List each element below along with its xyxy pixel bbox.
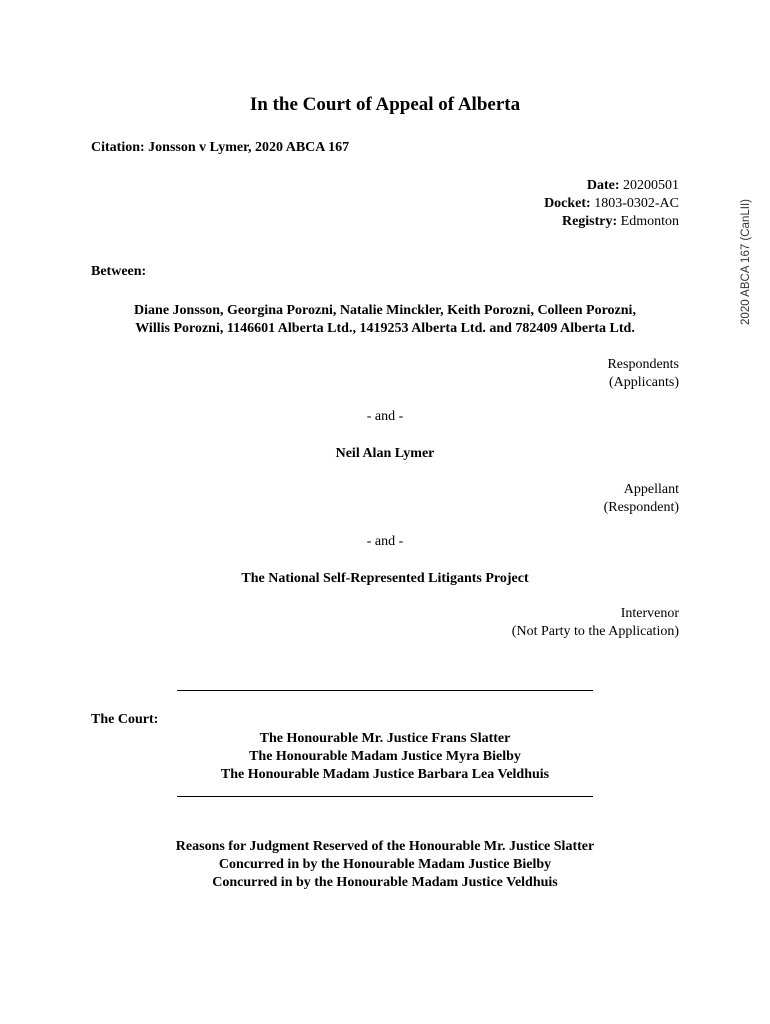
respondents-role-original: (Applicants) (609, 375, 679, 390)
appellant-role-original: (Respondent) (603, 500, 679, 515)
appellant-name: Neil Alan Lymer (335, 446, 435, 461)
respondents-names-line-1: Diane Jonsson, Georgina Porozni, Natalie Minckler, Keith Porozni, Colleen Porozni, (134, 303, 636, 318)
reasons-line-1: Reasons for Judgment Reserved of the Honourable Mr. Justice Slatter (175, 839, 595, 854)
canlii-watermark: 2020 ABCA 167 (CanLII) (740, 199, 752, 325)
intervenor-status: (Not Party to the Application) (511, 624, 679, 639)
docket-line (544, 195, 679, 213)
registry-label: Registry: (561, 214, 618, 229)
respondents-names-line-2: Willis Porozni, 1146601 Alberta Ltd., 1419253 Alberta Ltd. and 782409 Alberta Ltd. (135, 321, 635, 336)
justice-3: The Honourable Madam Justice Barbara Lea Veldhuis (220, 767, 550, 782)
intervenor-name: The National Self-Represented Litigants Project (241, 571, 529, 586)
intervenor-role: Intervenor (620, 606, 679, 621)
between-label: Between: (91, 264, 147, 279)
registry-line (562, 213, 679, 231)
court-title: In the Court of Appeal of Alberta (249, 94, 521, 115)
divider-bottom (177, 796, 593, 797)
justice-2: The Honourable Madam Justice Myra Bielby (249, 749, 521, 764)
reasons-line-2: Concurred in by the Honourable Madam Justice Bielby (218, 857, 552, 872)
appellant-role: Appellant (623, 482, 679, 497)
docket-value: 1803-0302-AC (594, 196, 679, 211)
divider-top (177, 690, 593, 691)
date-label: Date: (586, 178, 620, 193)
respondents-role: Respondents (607, 357, 679, 372)
registry-value: Edmonton (620, 214, 679, 229)
date-value: 20200501 (623, 178, 679, 193)
docket-label: Docket: (544, 196, 591, 211)
court-label: The Court: (91, 712, 159, 727)
reasons-line-3: Concurred in by the Honourable Madam Justice Veldhuis (212, 875, 558, 890)
and-separator-1: - and - (366, 409, 404, 424)
date-line (587, 177, 679, 195)
and-separator-2: - and - (366, 534, 404, 549)
citation: Citation: Jonsson v Lymer, 2020 ABCA 167 (91, 140, 350, 155)
justice-1: The Honourable Mr. Justice Frans Slatter (259, 731, 511, 746)
